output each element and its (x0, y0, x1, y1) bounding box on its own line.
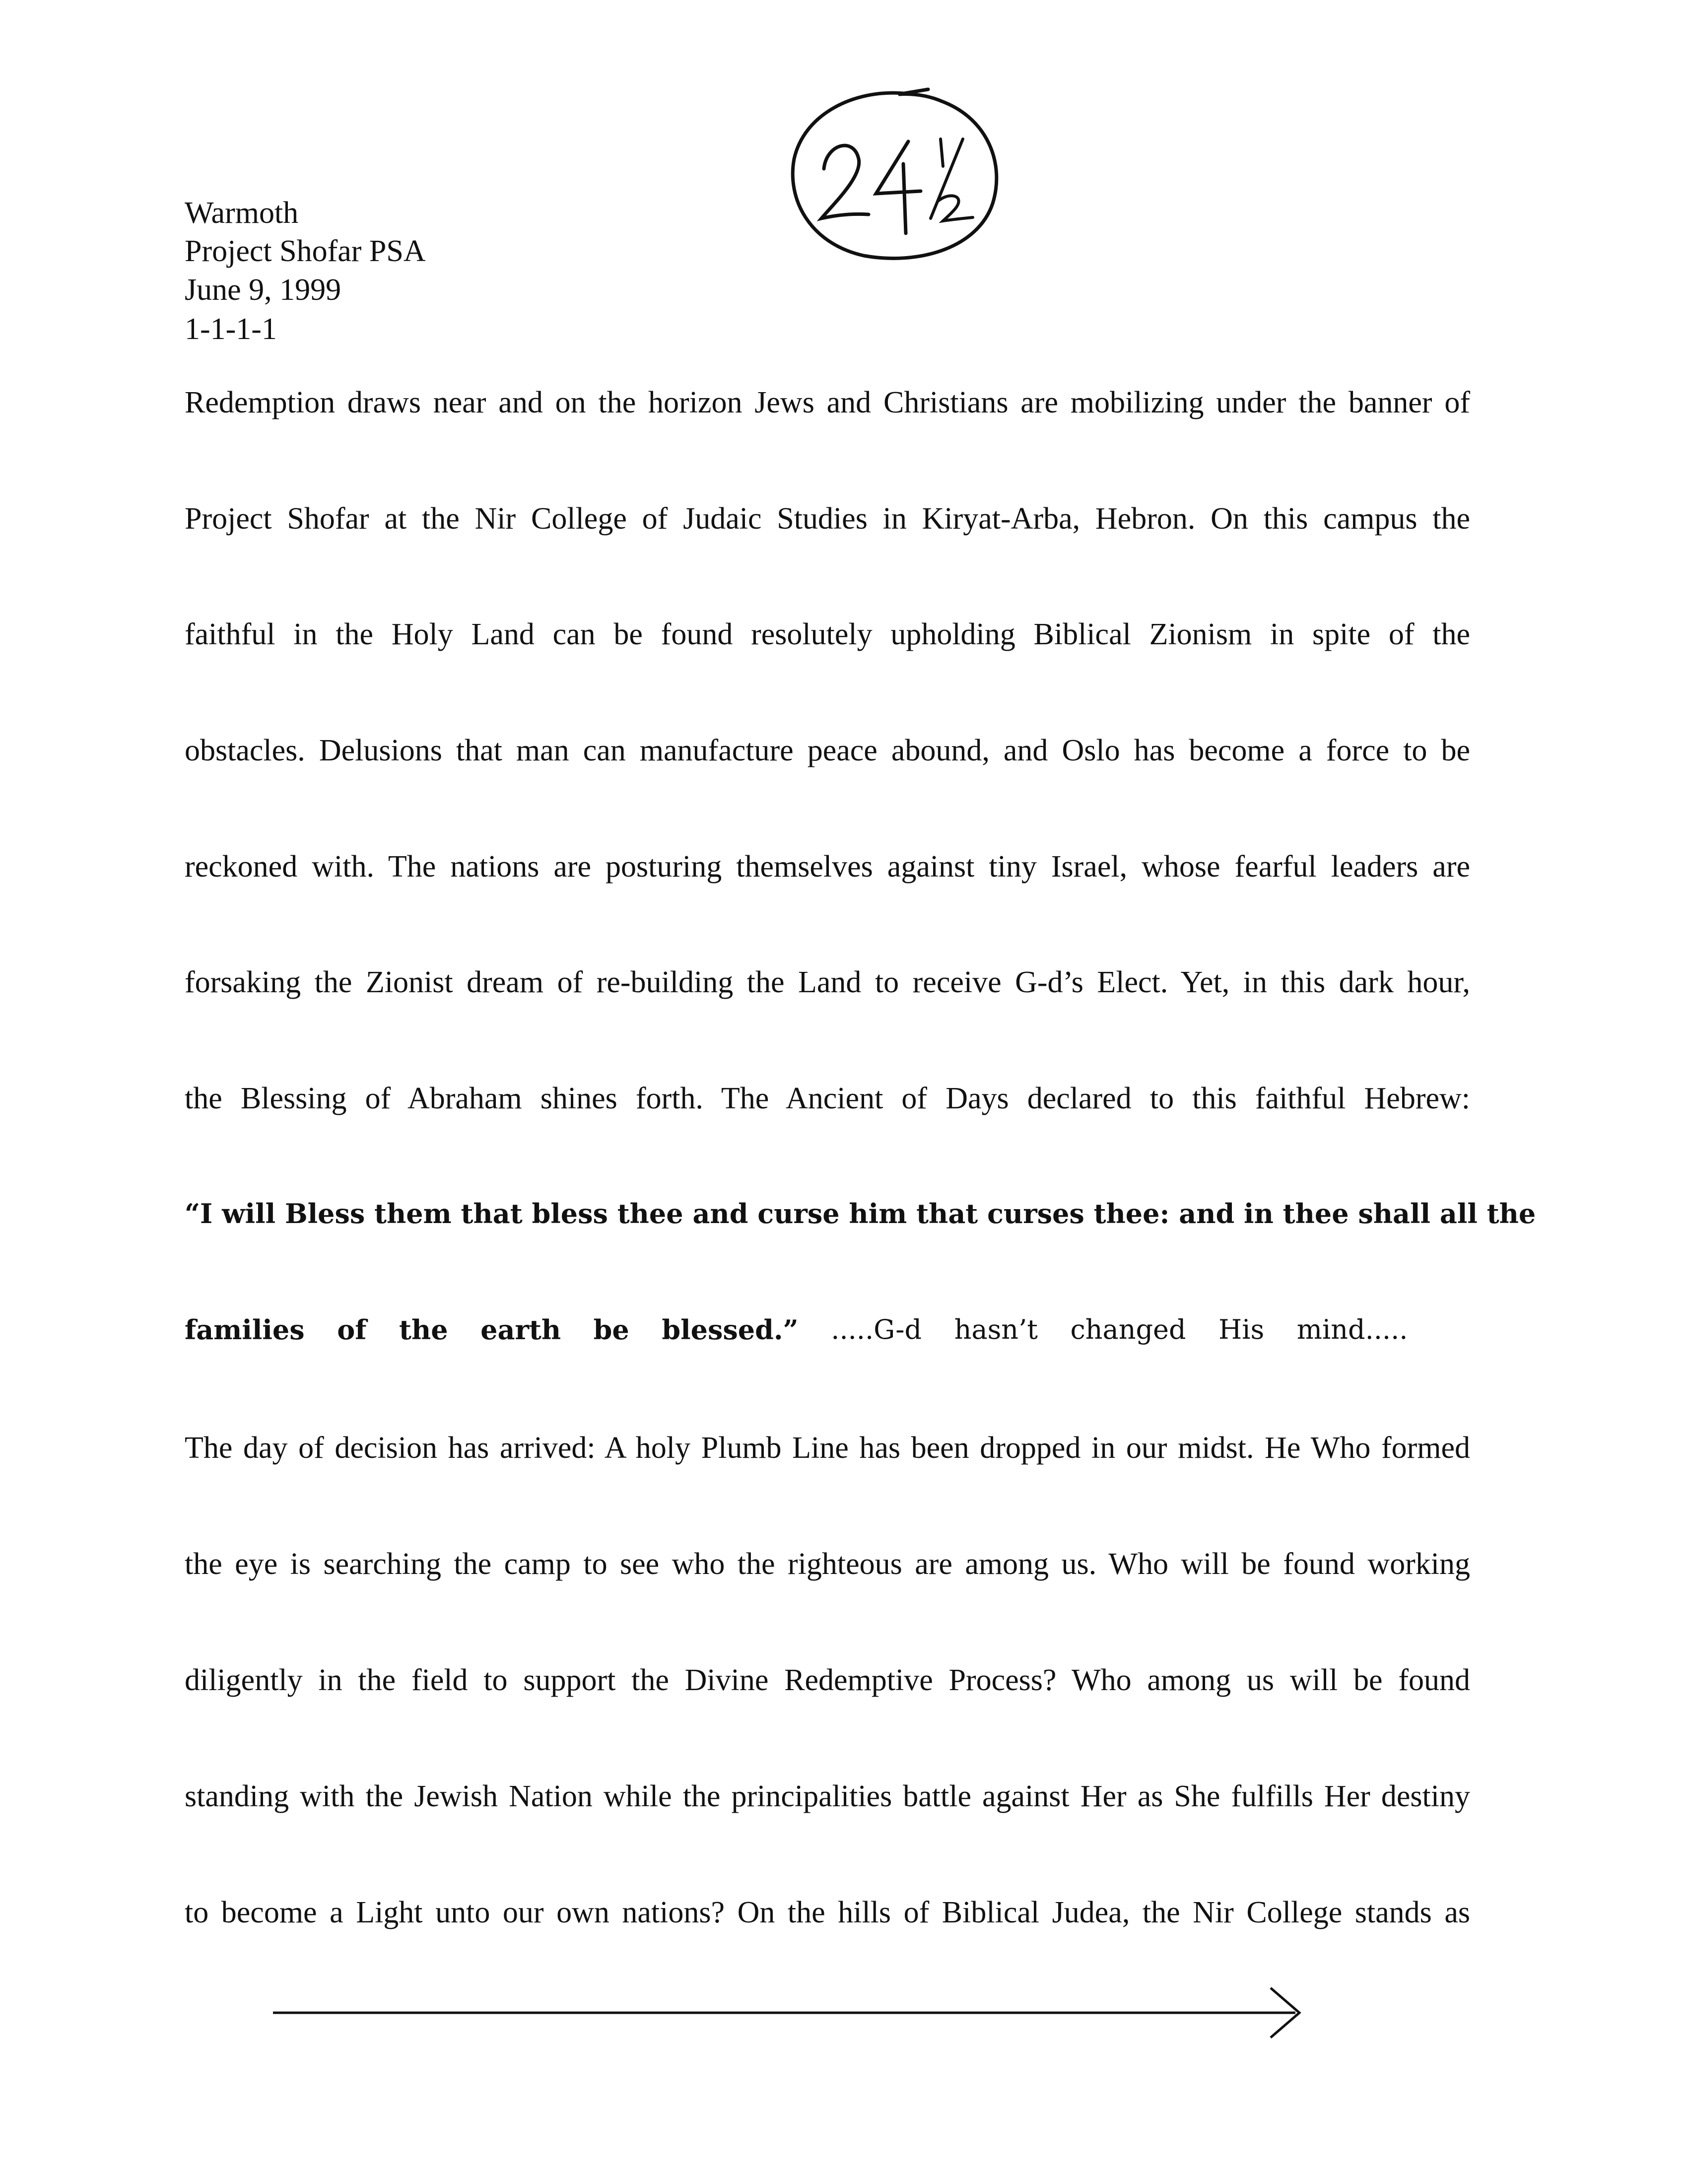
document-title: Project Shofar PSA (185, 234, 426, 268)
quote-word: blessed.” (662, 1314, 799, 1346)
quote-word: the (399, 1314, 448, 1346)
body-line: standing with the Jewish Nation while the principalities battle against Her as She fulfills Her destiny (185, 1779, 1470, 1813)
document-date: June 9, 1999 (185, 273, 341, 307)
comment-word: mind..... (1296, 1314, 1408, 1345)
scripture-quote-continuation (185, 1314, 1470, 1346)
handwritten-page-number (779, 84, 1008, 293)
body-line: reckoned with. The nations are posturing themselves against tiny Israel, whose fearful leaders are (185, 850, 1470, 884)
handwritten-circle-icon (779, 84, 1008, 293)
body-line: faithful in the Holy Land can be found resolutely upholding Biblical Zionism in spite of the (185, 617, 1470, 651)
comment-word: hasn’t (954, 1314, 1038, 1345)
quote-word: families (185, 1314, 305, 1346)
comment-word: His (1218, 1314, 1265, 1345)
body-line: The day of decision has arrived: A holy Plumb Line has been dropped in our midst. He Who formed (185, 1431, 1470, 1465)
body-line: the eye is searching the camp to see who the righteous are among us. Who will be found working (185, 1547, 1470, 1581)
continue-arrow (273, 1985, 1305, 2040)
body-line: Project Shofar at the Nir College of Judaic Studies in Kiryat-Arba, Hebron. On this campus the (185, 502, 1470, 536)
body-line: obstacles. Delusions that man can manufacture peace abound, and Oslo has become a force to be (185, 734, 1470, 767)
quote-word: earth (480, 1314, 561, 1346)
right-arrow-icon (273, 1985, 1305, 2040)
scripture-quote-line: “I will Bless them that bless thee and curse him that curses thee: and in thee shall all the (185, 1198, 1536, 1229)
quote-word: of (337, 1314, 367, 1346)
document-code: 1-1-1-1 (185, 312, 277, 346)
body-line: the Blessing of Abraham shines forth. The Ancient of Days declared to this faithful Hebrew: (185, 1082, 1470, 1115)
quote-word: be (593, 1314, 629, 1346)
author-name: Warmoth (185, 196, 299, 230)
comment-word: changed (1070, 1314, 1186, 1345)
body-line: Redemption draws near and on the horizon Jews and Christians are mobilizing under the banner of (185, 386, 1470, 419)
comment-word: .....G-d (831, 1314, 922, 1345)
body-line: forsaking the Zionist dream of re-building the Land to receive G-d’s Elect. Yet, in this dark hour, (185, 965, 1470, 999)
body-line: diligently in the field to support the Divine Redemptive Process? Who among us will be found (185, 1663, 1470, 1697)
body-line: to become a Light unto our own nations? On the hills of Biblical Judea, the Nir College stands as (185, 1896, 1470, 1929)
